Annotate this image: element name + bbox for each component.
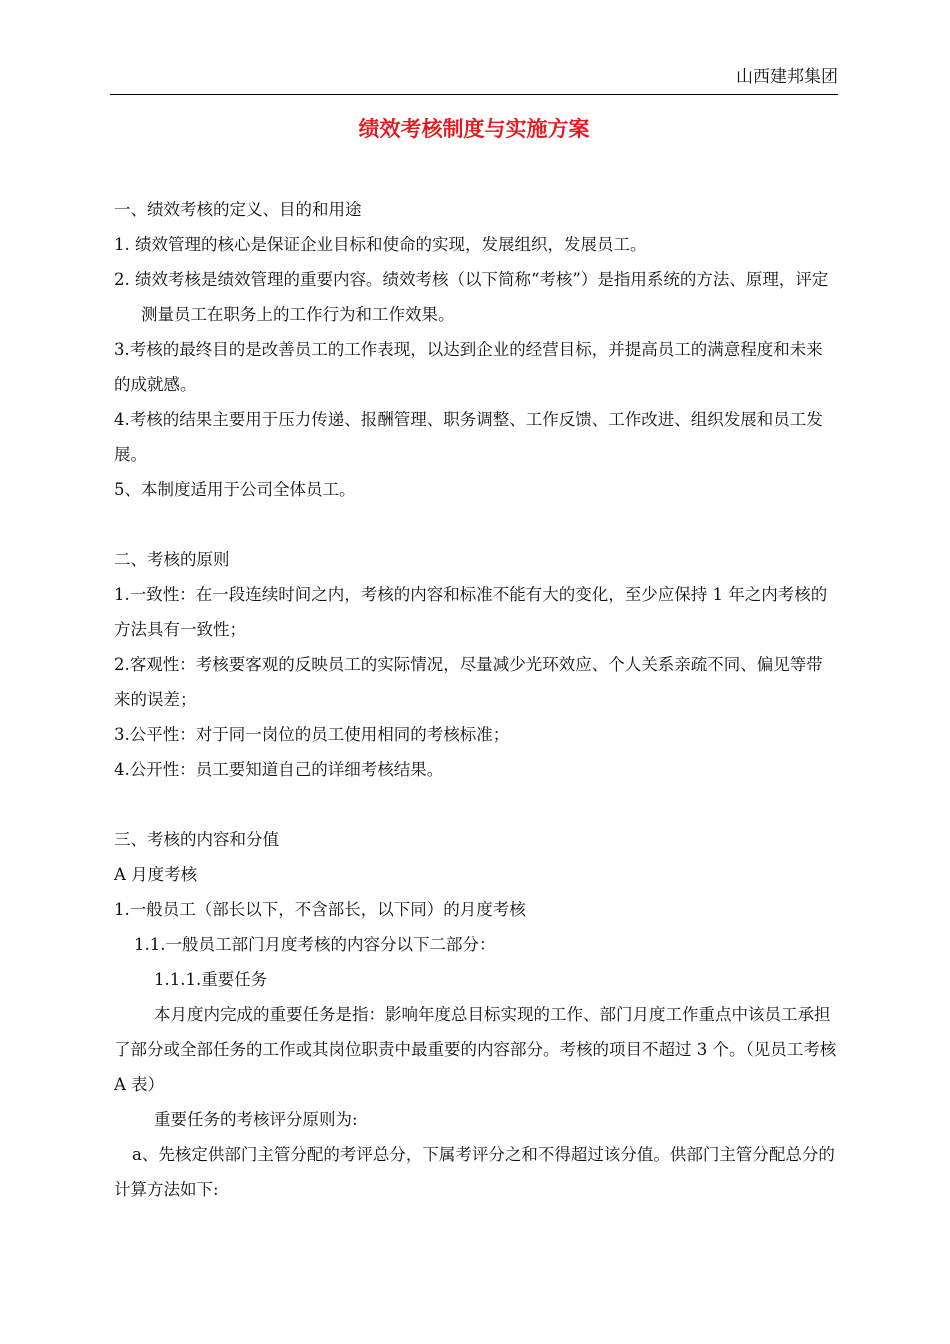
section-3-sub-1: 1.一般员工（部长以下，不含部长，以下同）的月度考核 (114, 900, 526, 919)
section-2-heading: 二、考核的原则 (114, 550, 230, 569)
section-3-paragraph-2: 重要任务的考核评分原则为: (154, 1110, 358, 1129)
section-3-sub-1-1-1: 1.1.1.重要任务 (154, 970, 268, 989)
section-2-item-2: 2.客观性：考核要客观的反映员工的实际情况，尽量减少光环效应、个人关系亲疏不同、偏见等带来的误差； (114, 655, 823, 709)
section-1-item-3: 3.考核的最终目的是改善员工的工作表现，以达到企业的经营目标，并提高员工的满意程度和未来的成就感。 (114, 340, 823, 394)
section-gap (114, 787, 838, 822)
section-3-heading: 三、考核的内容和分值 (114, 830, 279, 849)
header-rule (110, 94, 838, 95)
header-org-name: 山西建邦集团 (736, 67, 838, 87)
section-3-sub-1-1: 1.1.一般员工部门月度考核的内容分以下二部分： (134, 935, 496, 954)
section-1-item-4: 4.考核的结果主要用于压力传递、报酬管理、职务调整、工作反馈、工作改进、组织发展和员工发展。 (114, 410, 823, 464)
document-body (114, 192, 838, 1207)
section-3-paragraph-1: 本月度内完成的重要任务是指：影响年度总目标实现的工作、部门月度工作重点中该员工承担了部分或全部任务的工作或其岗位职责中最重要的内容部分。考核的项目不超过 3 个。（见员工考核 A 表） (114, 1005, 837, 1094)
section-1-item-5: 5、本制度适用于公司全体员工。 (114, 480, 356, 499)
section-1-item-1: 1. 绩效管理的核心是保证企业目标和使命的实现，发展组织，发展员工。 (114, 235, 647, 254)
section-1-heading: 一、绩效考核的定义、目的和用途 (114, 200, 362, 219)
section-3-sub-a: A 月度考核 (114, 865, 198, 884)
document-title: 绩效考核制度与实施方案 (358, 117, 590, 141)
section-gap (114, 507, 838, 542)
section-2-item-1: 1.一致性：在一段连续时间之内，考核的内容和标准不能有大的变化，至少应保持 1 年之内考核的方法具有一致性； (114, 585, 828, 639)
section-3-paragraph-3: a、先核定供部门主管分配的考评总分，下属考评分之和不得超过该分值。供部门主管分配总分的计算方法如下: (114, 1145, 835, 1199)
section-2-item-4: 4.公开性：员工要知道自己的详细考核结果。 (114, 760, 444, 779)
section-2-item-3: 3.公平性：对于同一岗位的员工使用相同的考核标准； (114, 725, 510, 744)
section-1-item-2: 2. 绩效考核是绩效管理的重要内容。绩效考核（以下简称“考核”）是指用系统的方法、原理，评定测量员工在职务上的工作行为和工作效果。 (114, 270, 829, 324)
